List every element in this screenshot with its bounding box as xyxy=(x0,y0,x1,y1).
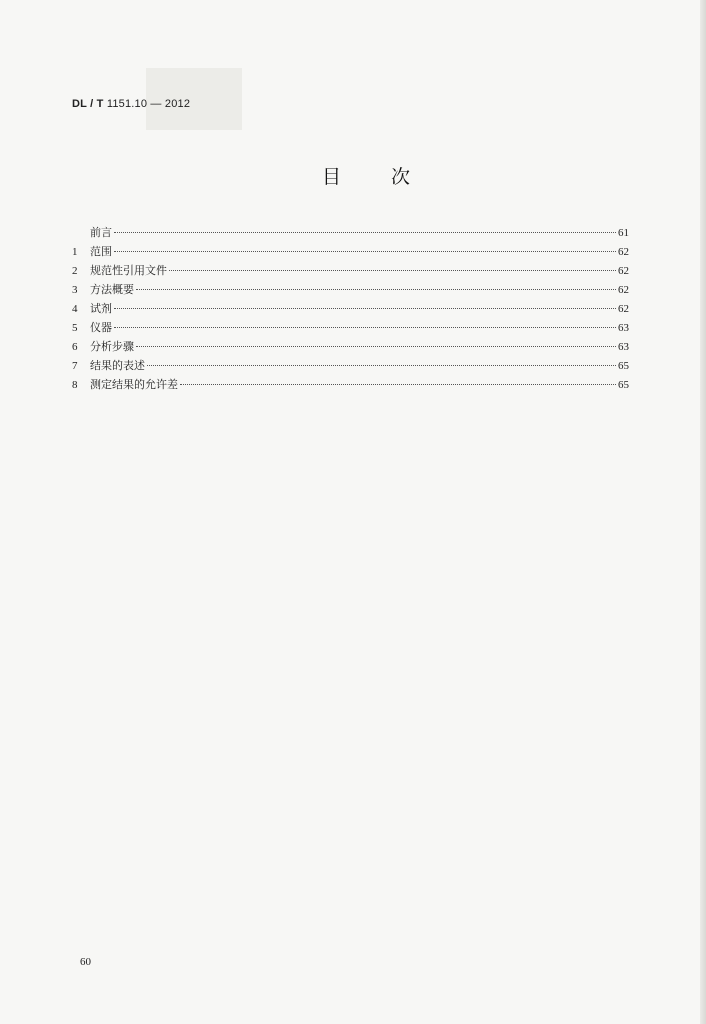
toc-entry-page: 62 xyxy=(618,246,629,258)
toc-entry-page: 62 xyxy=(618,303,629,315)
toc-entry-number: 7 xyxy=(72,360,78,372)
toc-entry-page: 62 xyxy=(618,265,629,277)
toc-leader-dots xyxy=(114,251,616,252)
toc-entry-label: 仪器 xyxy=(90,321,112,334)
table-of-contents xyxy=(72,224,629,395)
toc-leader-dots xyxy=(169,270,616,271)
toc-entry-number: 1 xyxy=(72,246,78,258)
standard-prefix: DL / T xyxy=(72,98,104,110)
toc-entry[interactable] xyxy=(72,262,629,281)
toc-entry-label: 分析步骤 xyxy=(90,340,134,353)
toc-leader-dots xyxy=(114,232,616,233)
toc-leader-dots xyxy=(114,308,616,309)
toc-entry-label: 测定结果的允许差 xyxy=(90,378,178,391)
toc-entry-page: 63 xyxy=(618,322,629,334)
toc-entry-page: 65 xyxy=(618,360,629,372)
toc-leader-dots xyxy=(180,384,616,385)
toc-entry-label: 结果的表述 xyxy=(90,359,145,372)
toc-leader-dots xyxy=(147,365,616,366)
toc-entry-number: 2 xyxy=(72,265,78,277)
toc-leader-dots xyxy=(136,346,616,347)
toc-entry[interactable] xyxy=(72,281,629,300)
standard-number: 1151.10 — 2012 xyxy=(106,98,191,110)
toc-entry-number: 4 xyxy=(72,303,78,315)
toc-entry[interactable] xyxy=(72,357,629,376)
toc-entry-label: 试剂 xyxy=(90,302,112,315)
toc-entry-page: 63 xyxy=(618,341,629,353)
toc-entry[interactable] xyxy=(72,319,629,338)
toc-entry[interactable] xyxy=(72,224,629,243)
page-edge xyxy=(700,0,706,1024)
toc-entry-label: 规范性引用文件 xyxy=(90,264,167,277)
toc-entry-page: 61 xyxy=(618,227,629,239)
toc-entry-page: 65 xyxy=(618,379,629,391)
toc-entry[interactable] xyxy=(72,376,629,395)
toc-entry-number: 8 xyxy=(72,379,78,391)
toc-entry-number: 3 xyxy=(72,284,78,296)
toc-entry-number: 6 xyxy=(72,341,78,353)
standard-code xyxy=(72,98,190,110)
toc-entry[interactable] xyxy=(72,338,629,357)
toc-leader-dots xyxy=(136,289,616,290)
toc-leader-dots xyxy=(114,327,616,328)
toc-entry[interactable] xyxy=(72,243,629,262)
toc-entry-label: 方法概要 xyxy=(90,283,134,296)
page-number: 60 xyxy=(80,956,91,968)
toc-entry[interactable] xyxy=(72,300,629,319)
toc-title: 目 次 xyxy=(322,166,433,188)
toc-entry-label: 前言 xyxy=(90,226,112,239)
toc-entry-number: 5 xyxy=(72,322,78,334)
toc-entry-page: 62 xyxy=(618,284,629,296)
toc-entry-label: 范围 xyxy=(90,245,112,258)
